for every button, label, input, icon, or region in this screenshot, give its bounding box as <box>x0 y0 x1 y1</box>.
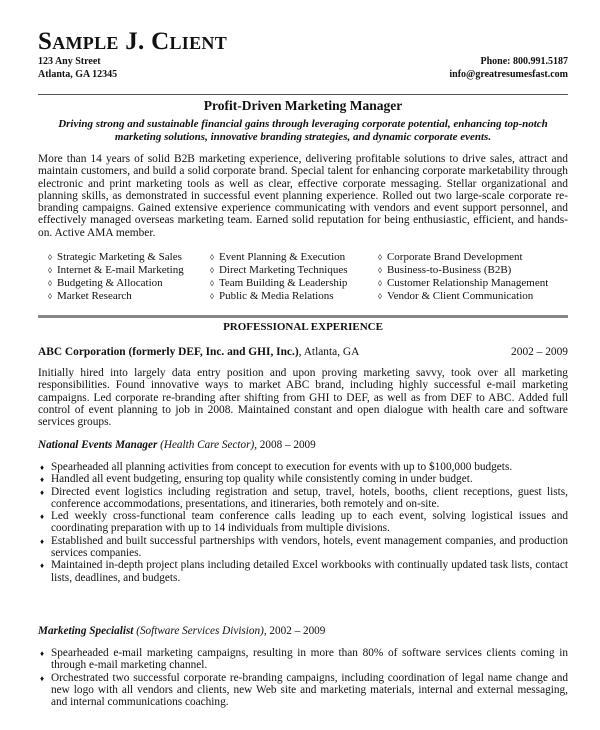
skill-item <box>378 290 578 303</box>
skill-label: Public & Media Relations <box>218 290 334 302</box>
skill-label: Internet & E-mail Marketing <box>56 264 184 276</box>
skill-label: Market Research <box>56 290 132 302</box>
job-dates: 2002 – 2009 <box>511 346 568 358</box>
role-dates: , 2002 – 2009 <box>263 625 326 637</box>
skill-label: Vendor & Client Communication <box>386 290 534 302</box>
skill-item <box>48 251 210 264</box>
skill-item <box>48 290 210 303</box>
skill-label: Business-to-Business (B2B) <box>386 264 512 276</box>
skill-label: Direct Marketing Techniques <box>218 264 348 276</box>
bullet-item: ♦ Led weekly cross-functional team conference calls leading up to each event, solving logistical issues and coordinating preparation with up to 14 individuals from multiple divisions. <box>38 510 568 535</box>
email: info@greatresumesfast.com <box>449 69 568 80</box>
role-division: (Health Care Sector) <box>157 439 255 451</box>
address-line-2: Atlanta, GA 12345 <box>38 69 118 80</box>
bullet-item: ♦ Established and built successful partnerships with vendors, hotels, event management companies, and production services companies. <box>38 535 568 560</box>
company-name: ABC Corporation (formerly DEF, Inc. and GHI, Inc.) <box>38 346 299 358</box>
candidate-name: Sample J. Client <box>38 28 228 55</box>
skill-item <box>378 277 578 290</box>
skills-grid <box>48 251 578 303</box>
section-heading-experience: PROFESSIONAL EXPERIENCE <box>223 321 383 333</box>
skill-label: Event Planning & Execution <box>218 251 346 263</box>
diamond-bullet-icon: ◊ <box>378 292 382 301</box>
role-title: Marketing Specialist <box>38 625 134 637</box>
skill-item <box>210 277 378 290</box>
bullet-item: ♦ Maintained in-depth project plans including detailed Excel workbooks with continually updated task lists, contact lists, deadlines, and budgets. <box>38 559 568 584</box>
summary: More than 14 years of solid B2B marketing experience, delivering profitable solutions to drive sales, attract and maintain customers, and build a solid corporate brand. Special talent for enhancing corporate marketability through electronic and print marketing tools as well as clear, effective corporate messaging. Stellar organizational and planning skills, as demonstrated in successful event planning experience. Rolled out two large-scale corporate re-branding campaigns. Gained extensive experience communicating with vendors and event support personnel, and effectively managed overseas marketing team. Earned solid reputation for being enthusiastic, efficient, and hands-on. Active AMA member. <box>38 153 568 239</box>
phone: Phone: 800.991.5187 <box>480 56 568 67</box>
bullet-item: ♦ Orchestrated two successful corporate re-branding campaigns, including coordination of legal name change and new logo with all vendors and clients, new Web site and marketing materials, internal and external messaging, and internal communications coaching. <box>38 672 568 709</box>
skill-item <box>378 251 578 264</box>
diamond-bullet-icon: ◊ <box>378 266 382 275</box>
skill-item <box>210 251 378 264</box>
divider <box>38 94 568 95</box>
diamond-bullet-icon: ◊ <box>210 292 214 301</box>
diamond-bullet-icon: ◊ <box>210 279 214 288</box>
diamond-bullet-icon: ◊ <box>48 253 52 262</box>
skill-label: Customer Relationship Management <box>386 277 549 289</box>
skill-item <box>210 290 378 303</box>
skill-label: Strategic Marketing & Sales <box>56 251 182 263</box>
address-line-1: 123 Any Street <box>38 56 101 67</box>
skill-label: Team Building & Leadership <box>218 277 348 289</box>
diamond-bullet-icon: ◊ <box>378 253 382 262</box>
diamond-bullet-icon: ◊ <box>48 266 52 275</box>
tagline: Driving strong and sustainable financial gains through leveraging corporate potential, enhancing top-notch marketing solutions, innovative branding strategies, and dynamic corporate events. <box>58 118 548 143</box>
role-heading <box>38 439 316 451</box>
job-description: Initially hired into largely data entry position and upon proving marketing savvy, took over all marketing responsibilities. Found innovative ways to market ABC brand, including highly successful e-mail marketing campaigns. Led corporate re-branding after shifting from GHI to DEF, as well as from DEF to ABC. Added full control of event planning to job in 2008. Maintained constant and open dialogue with health care and software services groups. <box>38 367 568 429</box>
role-title: National Events Manager <box>38 439 158 451</box>
diamond-bullet-icon: ◊ <box>48 279 52 288</box>
bullet-item: ♦ Handled all event budgeting, ensuring top quality while consistently coming in under budget. <box>38 473 568 485</box>
company <box>38 346 359 358</box>
skill-label: Budgeting & Allocation <box>56 277 163 289</box>
company-location: , Atlanta, GA <box>298 346 360 358</box>
contact-info <box>449 55 568 81</box>
section-divider <box>38 315 568 318</box>
bullet-item: ♦ Directed event logistics including registration and setup, travel, hotels, booths, client receptions, guest lists, conference accommodations, presentations, and itineraries, both remotely and on-site. <box>38 486 568 511</box>
bullet-item: ♦ Spearheaded all planning activities from concept to execution for events with up to $100,000 budgets. <box>38 461 568 473</box>
skill-item <box>48 277 210 290</box>
bullet-item: ♦ Spearheaded e-mail marketing campaigns, resulting in more than 80% of software services clients coming in through e-mail marketing channel. <box>38 647 568 672</box>
role-dates: , 2008 – 2009 <box>254 439 316 451</box>
skill-item <box>378 264 578 277</box>
skill-label: Corporate Brand Development <box>386 251 523 263</box>
skill-item <box>210 264 378 277</box>
role-bullets <box>38 461 568 584</box>
role-heading <box>38 625 325 637</box>
role-division: (Software Services Division) <box>133 625 264 637</box>
diamond-bullet-icon: ◊ <box>210 253 214 262</box>
diamond-bullet-icon: ◊ <box>210 266 214 275</box>
address <box>38 55 117 81</box>
role-bullets <box>38 647 568 708</box>
skill-item <box>48 264 210 277</box>
diamond-bullet-icon: ◊ <box>378 279 382 288</box>
diamond-bullet-icon: ◊ <box>48 292 52 301</box>
resume-title: Profit-Driven Marketing Manager <box>203 98 403 113</box>
job-header <box>38 346 568 358</box>
